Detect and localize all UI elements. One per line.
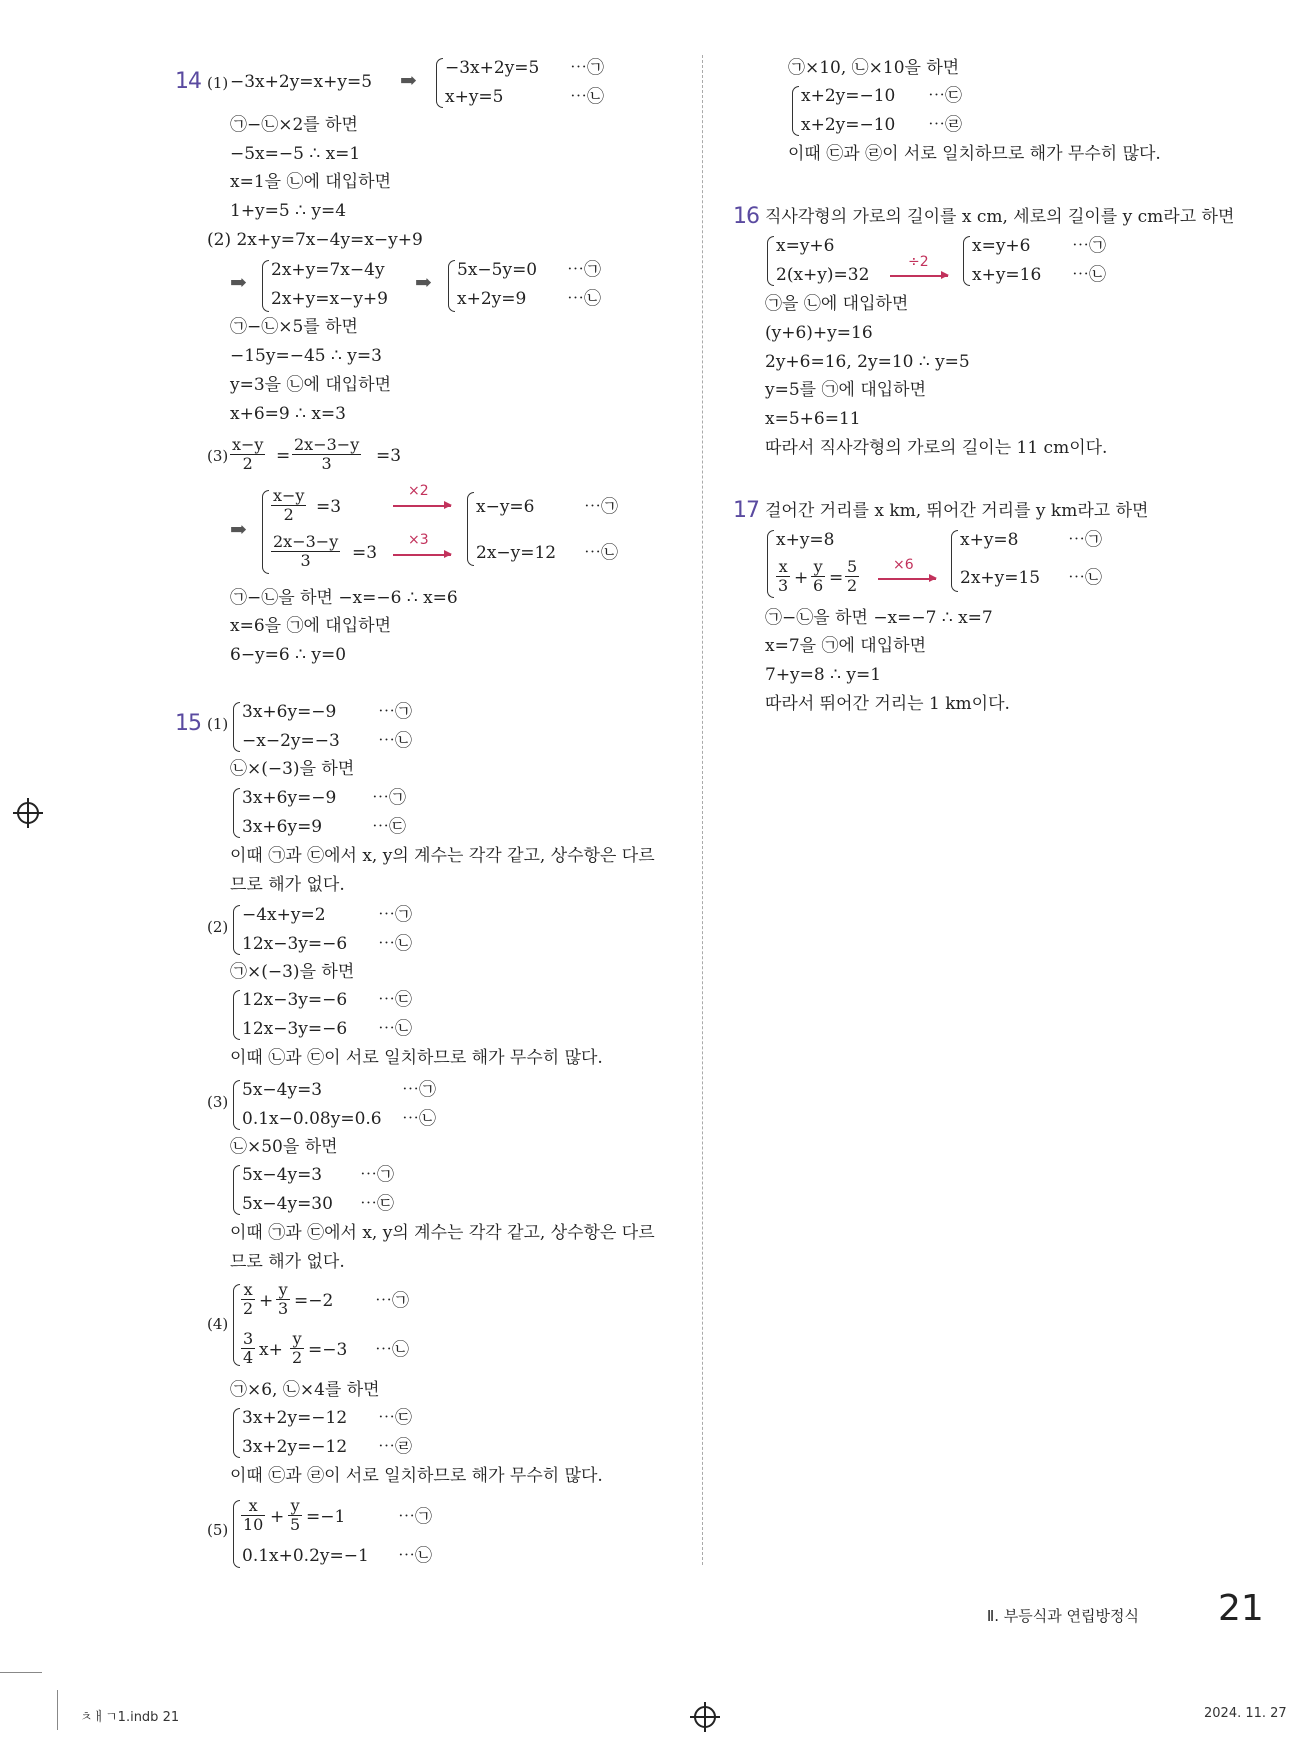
system-brace: [233, 1080, 240, 1130]
equation-marker: ⋯㉠: [360, 1165, 394, 1185]
system-brace: [233, 1500, 240, 1568]
crop-mark: [0, 1672, 42, 1673]
equation: 3x+6y=−9: [242, 788, 337, 808]
fraction: $\frac{x-y}{2}$: [273, 486, 305, 524]
equation: =3: [352, 543, 378, 563]
equation-marker: ⋯㉠: [372, 788, 406, 808]
equation-marker: ⋯㉡: [584, 543, 618, 563]
operation-label: ×3: [408, 532, 429, 548]
solution-line: ㉡×50을 하면: [230, 1137, 338, 1157]
equation: 2x+y=7x−4y: [271, 260, 385, 280]
solution-line: 따라서 뛰어간 거리는 1 km이다.: [765, 694, 1010, 714]
fraction: $\frac{y}{5}$: [290, 1496, 301, 1534]
solution-line: 따라서 직사각형의 가로의 길이는 11 cm이다.: [765, 438, 1108, 458]
solution-line: ㉠을 ㉡에 대입하면: [765, 294, 909, 314]
equation: −3x+2y=x+y=5: [230, 72, 373, 92]
equation-marker: ⋯㉢: [378, 990, 412, 1010]
solution-line: x+6=9 ∴ x=3: [230, 404, 346, 424]
plus: +: [270, 1507, 285, 1527]
problem-number-14: 14: [175, 69, 201, 94]
fraction: $\frac{2x-3-y}{3}$: [294, 435, 360, 473]
solution-line: ㉠×10, ㉡×10을 하면: [788, 58, 960, 78]
equation-marker: ⋯㉠: [398, 1507, 432, 1527]
plus: +: [794, 568, 809, 588]
fraction: $\frac{5}{2}$: [847, 557, 858, 595]
equation: x+2y=−10: [801, 86, 896, 106]
sub-tag: (1): [207, 715, 229, 733]
equation: =3: [316, 497, 342, 517]
problem-statement: 걸어간 거리를 x km, 뛰어간 거리를 y km라고 하면: [765, 501, 1149, 521]
operation-label: ×6: [893, 557, 914, 573]
sub-tag: (2): [207, 918, 229, 936]
equation-marker: ⋯㉡: [398, 1546, 432, 1566]
equation: −4x+y=2: [242, 905, 326, 925]
equation: 5x−5y=0: [457, 260, 538, 280]
equation: x=y+6: [776, 236, 835, 256]
equation-marker: ⋯㉡: [567, 289, 601, 309]
fraction: $\frac{x}{10}$: [243, 1496, 264, 1534]
equals: =: [276, 446, 291, 466]
equation: =−3: [308, 1340, 348, 1360]
file-info: ㅊㅐㄱ1.indb 21: [80, 1710, 180, 1725]
solution-line: x=6을 ㉠에 대입하면: [230, 616, 391, 636]
equation: 2x+y=x−y+9: [271, 289, 388, 309]
problem-statement: 직사각형의 가로의 길이를 x cm, 세로의 길이를 y cm라고 하면: [765, 207, 1235, 227]
equation-marker: ⋯㉡: [402, 1109, 436, 1129]
solution-line: 7+y=8 ∴ y=1: [765, 665, 882, 685]
system-brace: [436, 58, 443, 108]
registration-mark-icon: [694, 1706, 716, 1728]
system-brace: [467, 492, 474, 566]
solution-line: 2y+6=16, 2y=10 ∴ y=5: [765, 352, 970, 372]
plus: +: [259, 1291, 274, 1311]
solution-line: (y+6)+y=16: [765, 323, 873, 343]
equation-marker: ⋯㉡: [375, 1340, 409, 1360]
system-brace: [233, 1284, 240, 1366]
solution-line: 므로 해가 없다.: [230, 1252, 345, 1272]
implies-arrow-icon: ➡: [400, 68, 417, 92]
operation-label: ÷2: [908, 254, 929, 270]
solution-line: x=7을 ㉠에 대입하면: [765, 636, 926, 656]
system-brace: [233, 702, 240, 752]
equation: x=y+6: [972, 236, 1031, 256]
equation: 12x−3y=−6: [242, 1019, 348, 1039]
page-number: 21: [1218, 1588, 1264, 1629]
equation-marker: ⋯㉡: [1068, 568, 1102, 588]
equation-marker: ⋯㉠: [567, 260, 601, 280]
system-brace: [233, 990, 240, 1040]
sub-tag: (1): [207, 74, 229, 92]
equation: 3x+6y=9: [242, 817, 323, 837]
sub-tag: (3): [207, 1093, 229, 1111]
operation-arrow-icon: [393, 554, 451, 556]
section-title: Ⅱ. 부등식과 연립방정식: [986, 1607, 1139, 1625]
equation: 3x+2y=−12: [242, 1408, 348, 1428]
solution-line: ㉠×6, ㉡×4를 하면: [230, 1380, 380, 1400]
equation: −x−2y=−3: [242, 731, 340, 751]
equation: x+y=16: [972, 265, 1042, 285]
system-brace: [233, 1408, 240, 1458]
solution-line: −5x=−5 ∴ x=1: [230, 144, 361, 164]
implies-arrow-icon: ➡: [415, 270, 432, 294]
equation: x+2y=−10: [801, 115, 896, 135]
system-brace: [233, 1165, 240, 1215]
equation: 3x+6y=−9: [242, 702, 337, 722]
system-brace: [233, 788, 240, 838]
equation-marker: ⋯㉡: [378, 1019, 412, 1039]
solution-line: −15y=−45 ∴ y=3: [230, 346, 382, 366]
solution-line: y=5를 ㉠에 대입하면: [765, 380, 927, 400]
solution-line: 이때 ㉠과 ㉢에서 x, y의 계수는 각각 같고, 상수항은 다르: [230, 1223, 655, 1243]
system-brace: [448, 260, 455, 312]
equation-marker: ⋯㉠: [1072, 236, 1106, 256]
equation-marker: ⋯㉢: [928, 86, 962, 106]
equation: =3: [376, 446, 402, 466]
solution-line: ㉠−㉡×5를 하면: [230, 317, 358, 337]
system-brace: [767, 236, 774, 286]
solution-line: 이때 ㉡과 ㉢이 서로 일치하므로 해가 무수히 많다.: [230, 1048, 603, 1068]
equation: 5x−4y=3: [242, 1080, 323, 1100]
fraction: $\frac{x-y}{2}$: [232, 435, 264, 473]
equation: 2x−y=12: [476, 543, 557, 563]
fraction: $\frac{3}{4}$: [243, 1329, 254, 1367]
equation-marker: ⋯㉡: [1072, 265, 1106, 285]
equation: x+y=8: [960, 530, 1019, 550]
fraction: $\frac{x}{2}$: [243, 1280, 254, 1318]
equation: 2(x+y)=32: [776, 265, 870, 285]
fraction: $\frac{y}{3}$: [278, 1280, 289, 1318]
sub-tag: (5): [207, 1521, 229, 1539]
fraction: $\frac{x}{3}$: [778, 557, 789, 595]
operation-arrow-icon: [890, 275, 948, 277]
solution-line: 므로 해가 없다.: [230, 875, 345, 895]
equation: x+2y=9: [457, 289, 527, 309]
solution-line: 6−y=6 ∴ y=0: [230, 645, 347, 665]
equation: 5x−4y=3: [242, 1165, 323, 1185]
system-brace: [951, 530, 958, 592]
equation-marker: ⋯㉣: [928, 115, 962, 135]
solution-line: ㉠−㉡×2를 하면: [230, 115, 358, 135]
problem-number-17: 17: [733, 498, 759, 523]
equation-marker: ⋯㉢: [372, 817, 406, 837]
solution-line: 이때 ㉠과 ㉢에서 x, y의 계수는 각각 같고, 상수항은 다르: [230, 846, 655, 866]
equation-marker: ⋯㉠: [570, 58, 604, 78]
problem-number-15: 15: [175, 711, 201, 736]
equation: x+y=8: [776, 530, 835, 550]
solution-line: ㉠−㉡을 하면 −x=−6 ∴ x=6: [230, 588, 458, 608]
fraction: $\frac{y}{6}$: [813, 557, 824, 595]
equation-marker: ⋯㉢: [378, 1408, 412, 1428]
equation-marker: ⋯㉠: [402, 1080, 436, 1100]
operation-arrow-icon: [393, 505, 451, 507]
equation: =−1: [306, 1507, 346, 1527]
implies-arrow-icon: ➡: [230, 270, 247, 294]
solution-line: ㉡×(−3)을 하면: [230, 759, 355, 779]
equation: 0.1x+0.2y=−1: [242, 1546, 369, 1566]
system-brace: [262, 490, 269, 574]
equation: x+y=5: [445, 87, 504, 107]
equation: x−y=6: [476, 497, 535, 517]
system-brace: [767, 530, 774, 598]
operation-label: ×2: [408, 483, 429, 499]
equation-marker: ⋯㉣: [378, 1437, 412, 1457]
solution-line: ㉠×(−3)을 하면: [230, 962, 355, 982]
equation: 12x−3y=−6: [242, 934, 348, 954]
sub-tag: (4): [207, 1315, 229, 1333]
sub-tag: (3): [207, 447, 229, 465]
equation-marker: ⋯㉠: [378, 702, 412, 722]
system-brace: [963, 236, 970, 286]
equals: =: [829, 568, 844, 588]
equation-marker: ⋯㉡: [378, 934, 412, 954]
system-brace: [792, 86, 799, 136]
system-brace: [262, 260, 269, 312]
crop-mark: [57, 1690, 58, 1730]
solution-line: x=1을 ㉡에 대입하면: [230, 172, 391, 192]
implies-arrow-icon: ➡: [230, 517, 247, 541]
problem-number-16: 16: [733, 204, 759, 229]
solution-line: 이때 ㉢과 ㉣이 서로 일치하므로 해가 무수히 많다.: [788, 144, 1161, 164]
equation: 5x−4y=30: [242, 1194, 333, 1214]
equation: =−2: [294, 1291, 334, 1311]
equation: x+: [259, 1340, 283, 1360]
fraction: $\frac{2x-3-y}{3}$: [273, 532, 339, 570]
equation-marker: ⋯㉠: [1068, 530, 1102, 550]
equation-marker: ⋯㉠: [584, 497, 618, 517]
equation-marker: ⋯㉠: [378, 905, 412, 925]
equation-marker: ⋯㉡: [378, 731, 412, 751]
print-date: 2024. 11. 27: [1204, 1706, 1287, 1721]
solution-line: 1+y=5 ∴ y=4: [230, 201, 347, 221]
system-brace: [233, 905, 240, 955]
equation: 2x+y=15: [960, 568, 1041, 588]
equation: −3x+2y=5: [445, 58, 540, 78]
solution-line: 이때 ㉢과 ㉣이 서로 일치하므로 해가 무수히 많다.: [230, 1466, 603, 1486]
registration-mark-icon: [17, 802, 39, 824]
equation: 12x−3y=−6: [242, 990, 348, 1010]
solution-line: x=5+6=11: [765, 409, 861, 429]
fraction: $\frac{y}{2}$: [292, 1329, 303, 1367]
operation-arrow-icon: [878, 578, 936, 580]
equation-marker: ⋯㉠: [375, 1291, 409, 1311]
equation-marker: ⋯㉢: [360, 1194, 394, 1214]
column-divider: [702, 55, 703, 1565]
equation: 3x+2y=−12: [242, 1437, 348, 1457]
equation-marker: ⋯㉡: [570, 87, 604, 107]
solution-line: ㉠−㉡을 하면 −x=−7 ∴ x=7: [765, 608, 993, 628]
equation: 0.1x−0.08y=0.6: [242, 1109, 382, 1129]
solution-line: (2) 2x+y=7x−4y=x−y+9: [207, 230, 423, 250]
solution-line: y=3을 ㉡에 대입하면: [230, 375, 392, 395]
